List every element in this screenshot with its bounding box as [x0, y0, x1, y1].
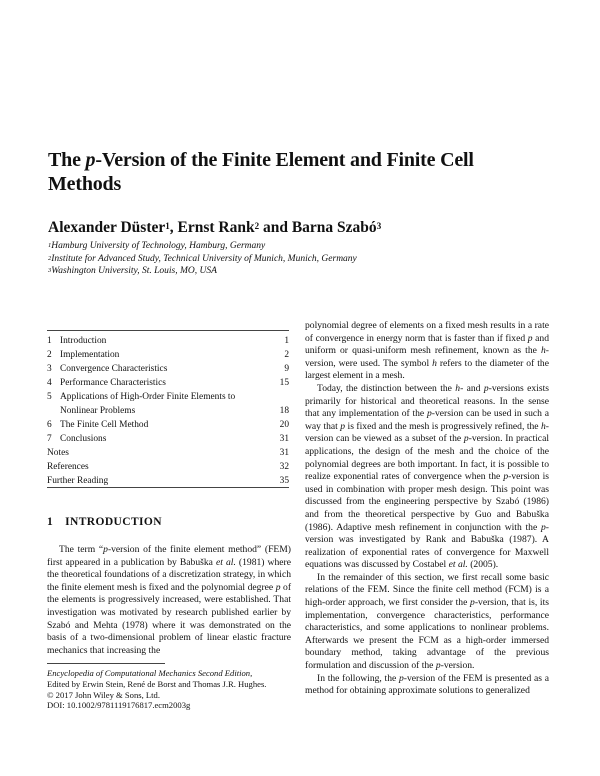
italic-run: et al. [448, 559, 468, 571]
toc-page: 2 [284, 350, 289, 360]
toc-number: 6 [47, 420, 52, 430]
section-number: 1 [47, 516, 54, 528]
italic-run: p [527, 332, 533, 344]
toc-item[interactable] [47, 348, 289, 362]
toc-item[interactable] [47, 390, 289, 418]
affiliation-text: Hamburg University of Technology, Hamburg, Germany [51, 241, 266, 251]
italic-run: p [483, 382, 489, 394]
toc-top-rule [47, 330, 289, 331]
toc-item[interactable] [47, 418, 289, 432]
italic-run: h [541, 420, 546, 432]
italic-run: h [432, 357, 437, 369]
author-name: Ernst Rank [177, 219, 255, 236]
title-italic-p: p [85, 149, 96, 171]
affiliation-item [48, 253, 357, 266]
author-affiliation-mark: 1 [165, 221, 170, 231]
toc-label: Convergence Characteristics [60, 364, 168, 374]
body-paragraph: polynomial degree of elements on a fixed mesh results in a rate of convergence in energy norm that is faster than if fixed p and uniform or quasi-uniform mesh refinement, known as the h-version, were used. The symbol h refers to the diameter of the largest element in a mesh. [305, 320, 549, 382]
affiliation-item [48, 265, 357, 278]
italic-run: p [470, 597, 475, 609]
toc-item[interactable] [47, 460, 289, 474]
italic-run: et al. [216, 556, 236, 568]
publication-info [47, 668, 266, 711]
toc-label: Introduction [60, 336, 107, 346]
toc-label: Notes [47, 448, 69, 458]
affiliation-text: Washington University, St. Louis, MO, USA [51, 266, 217, 276]
italic-run: p [463, 433, 469, 445]
toc-label: Applications of High-Order Finite Elements to Nonlinear Problems [60, 392, 236, 416]
affiliation-mark: 1 [48, 242, 52, 249]
toc-number: 7 [47, 434, 52, 444]
encyclopedia-title: Encyclopedia of Computational Mechanics Second Edition, [47, 668, 253, 678]
body-paragraph: The term “p-version of the finite element method” (FEM) first appeared in a publication by Babuška et al. (1981) where the theoretical foundations of a discretization strategy, in which the finite element mesh is fixed and the polynomial degree p of the elements is progressively increased, were established. That investigation was motivated by research published earlier by Szabó and Mehta (1978) where it was demonstrated on the basis of a two-dimensional problem of linear elastic fracture mechanics that increasing the [47, 544, 292, 656]
toc-label: References [47, 462, 89, 472]
toc-label: Implementation [60, 350, 120, 360]
toc-page: 31 [279, 448, 289, 458]
italic-run: p [275, 581, 281, 593]
italic-run: p [103, 544, 108, 555]
author-affiliation-mark: 3 [376, 221, 382, 231]
toc-bottom-rule [47, 487, 289, 488]
author-name: Barna Szabó [291, 219, 377, 236]
author-separator: and [259, 219, 292, 236]
body-paragraph: Today, the distinction between the h- and p-versions exists primarily for historical and theoretical reasons. In the sense that any implementation of the p-version can be used in such a way that p is fixed and the mesh is progressively refined, the h-version can be viewed as a subset of the p-version. In practical applications, the design of the mesh and the choice of the polynomial degrees are both important. In fact, it is possible to realize exponential rates of convergence when the p-version is used in combination with proper mesh design. This point was discussed from the engineering perspective by Szabó (1986) and from the theoretical perspective by Guo and Babuška (1986). Adaptive mesh refinement in conjunction with the p-version was investigated by Rank and Babuška (1987). A realization of exponential rates of convergence for Maxwell equations was discussed by Costabel et al. (2005). [305, 382, 549, 571]
italic-run: p [340, 420, 346, 432]
affiliation-list [48, 240, 357, 278]
body-paragraph: In the remainder of this section, we first recall some basic relations of the FEM. Since the finite cell method (FCM) is a high-order approach, we first consider the p-version, that is, its implementation, convergence characteristics, performance characteristics, and some applications to nonlinear problems. Afterwards we present the FCM as a high-order immersed boundary method, taking advantage of the previous formulation and discussion of the p-version. [305, 571, 549, 672]
italic-run: p [541, 521, 546, 533]
toc-number: 5 [47, 392, 52, 402]
toc-page: 35 [279, 476, 289, 486]
italic-run: p [398, 672, 404, 684]
toc-item[interactable] [47, 334, 289, 348]
footer-rule [47, 663, 165, 664]
author-separator: , [169, 219, 178, 236]
doi-line: DOI: 10.1002/9781119176817.ecm2003g [47, 700, 191, 711]
toc-item[interactable] [47, 446, 289, 460]
table-of-contents [47, 334, 289, 488]
toc-page: 9 [284, 364, 289, 374]
toc-item[interactable] [47, 474, 289, 488]
toc-page: 20 [279, 420, 289, 430]
article-title [48, 148, 548, 196]
toc-page: 1 [284, 336, 289, 346]
toc-number: 1 [47, 336, 52, 346]
editors-line: Edited by Erwin Stein, René de Borst and Thomas J.R. Hughes. [47, 678, 267, 689]
affiliation-mark: 3 [48, 267, 52, 274]
toc-item[interactable] [47, 376, 289, 390]
toc-page: 31 [279, 434, 289, 444]
toc-label: Further Reading [47, 476, 109, 486]
toc-number: 4 [47, 378, 52, 388]
left-column [47, 544, 291, 657]
author-list [48, 219, 381, 237]
author-name: Alexander Düster [48, 219, 166, 236]
affiliation-mark: 2 [48, 254, 52, 262]
title-prefix: The [48, 149, 86, 171]
toc-label: Conclusions [60, 434, 107, 444]
copyright-line: © 2017 John Wiley & Sons, Ltd. [47, 689, 160, 700]
section-heading [47, 516, 162, 528]
affiliation-item [48, 240, 357, 253]
toc-label: Performance Characteristics [60, 378, 166, 388]
toc-page: 32 [279, 462, 289, 472]
toc-number: 3 [47, 364, 52, 374]
section-title: INTRODUCTION [65, 516, 162, 528]
author-affiliation-mark: 2 [254, 221, 260, 231]
italic-run: h [541, 345, 546, 357]
italic-run: p [435, 660, 441, 672]
italic-run: p [426, 408, 432, 420]
toc-number: 2 [47, 350, 52, 360]
right-column [305, 320, 549, 698]
italic-run: p [503, 471, 509, 483]
toc-label: The Finite Cell Method [60, 420, 149, 430]
toc-item[interactable] [47, 432, 289, 446]
body-paragraph: In the following, the p-version of the FEM is presented as a method for obtaining approximate solutions to generalized [305, 672, 549, 697]
toc-item[interactable] [47, 362, 289, 376]
affiliation-text: Institute for Advanced Study, Technical University of Munich, Munich, Germany [51, 253, 357, 264]
italic-run: h [455, 382, 461, 394]
title-rest: -Version of the Finite Element and Finite Cell Methods [48, 149, 474, 195]
toc-page: 18 [279, 406, 289, 416]
toc-page: 15 [279, 378, 289, 388]
